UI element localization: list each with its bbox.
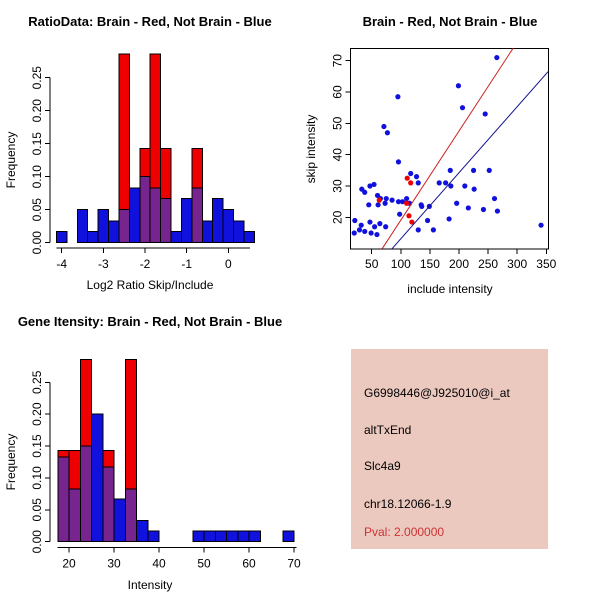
ratio-histogram-panel [0, 0, 300, 300]
hist-bar-overlap [125, 489, 136, 542]
scatter-point-blue [389, 198, 394, 203]
gene-info-box [351, 349, 548, 549]
y-tick-label: 0.25 [30, 66, 44, 90]
scatter-point-blue [437, 180, 442, 185]
hist-bar-blue [98, 210, 108, 243]
hist-bar-overlap [69, 489, 80, 542]
scatter-point-blue [472, 187, 477, 192]
scatter-point-blue [352, 230, 357, 235]
scatter-ylabel: skip intensity [304, 114, 318, 184]
hist-bar-blue [213, 198, 223, 242]
gene-hist-xlabel: Intensity [127, 578, 173, 592]
y-tick-label: 0.05 [30, 498, 44, 522]
x-tick-label: 50 [197, 556, 211, 571]
scatter-point-blue [419, 204, 424, 209]
y-tick-label: 40 [330, 148, 345, 162]
hist-bar-overlap [80, 446, 91, 542]
y-tick-label: 0.15 [30, 132, 44, 156]
scatter-point-blue [374, 232, 379, 237]
scatter-point-blue [454, 201, 459, 206]
scatter-point-blue [382, 201, 387, 206]
scatter-point-blue [362, 229, 367, 234]
hist-bar-blue [193, 531, 204, 542]
x-tick-label: 0 [225, 257, 232, 271]
x-tick-label: 250 [478, 257, 499, 271]
scatter-point-red [408, 180, 413, 185]
hist-bar-overlap [58, 457, 69, 542]
hist-bar-blue [204, 531, 215, 542]
hist-bar-blue [171, 231, 181, 242]
ratio-hist-xlabel: Log2 Ratio Skip/Include [86, 278, 214, 292]
y-tick-label: 30 [330, 179, 345, 193]
scatter-point-blue [460, 105, 465, 110]
scatter-point-blue [377, 221, 382, 226]
hist-bar-blue [148, 531, 159, 542]
scatter-point-blue [431, 227, 436, 232]
x-tick-label: -1 [181, 257, 193, 271]
hist-bar-overlap [119, 210, 129, 243]
x-tick-label: 40 [152, 556, 166, 571]
fit-line-not-brain-fit [392, 72, 548, 249]
y-tick-label: 0.00 [30, 231, 44, 255]
hist-bar-blue [283, 531, 294, 542]
scatter-point-blue [362, 190, 367, 195]
location-text: chr18.12066-1.9 [364, 497, 452, 511]
pval-text: Pval: 2.000000 [364, 525, 445, 539]
y-tick-label: 0.00 [30, 530, 44, 554]
hist-bar-blue [114, 499, 125, 542]
y-tick-label: 0.20 [30, 99, 44, 123]
hist-bar-blue [56, 231, 66, 242]
scatter-point-blue [357, 227, 362, 232]
scatter-point-blue [495, 208, 500, 213]
ratio-hist-title: RatioData: Brain - Red, Not Brain - Blue [28, 14, 272, 29]
x-tick-label: 200 [448, 257, 470, 271]
ratio-hist-plot-area [30, 54, 254, 271]
gene-intensity-histogram-panel [0, 300, 300, 600]
hist-bar-overlap [192, 188, 202, 243]
hist-bar-blue [129, 188, 139, 243]
scatter-point-blue [395, 94, 400, 99]
scatter-point-blue [397, 212, 402, 217]
scatter-point-blue [447, 216, 452, 221]
gene-hist-ylabel: Frequency [4, 433, 18, 491]
scatter-point-blue [481, 207, 486, 212]
gene-hist-plot-area [30, 359, 301, 570]
gene-name-text: Slc4a9 [364, 459, 401, 473]
hist-bar-blue [234, 221, 244, 243]
scatter-point-blue [448, 168, 453, 173]
x-tick-label: 350 [536, 257, 557, 271]
x-tick-label: 300 [507, 257, 528, 271]
hist-bar-blue [244, 231, 254, 242]
y-tick-label: 70 [330, 54, 345, 68]
hist-bar-blue [215, 531, 226, 542]
y-tick-label: 0.05 [30, 198, 44, 222]
scatter-point-blue [462, 183, 467, 188]
scatter-point-blue [416, 180, 421, 185]
hist-bar-blue [202, 221, 212, 243]
ratio-hist-ylabel: Frequency [4, 131, 18, 189]
y-tick-label: 0.10 [30, 165, 44, 189]
scatter-point-blue [425, 218, 430, 223]
y-tick-label: 0.20 [30, 402, 44, 426]
hist-bar-blue [249, 531, 260, 542]
scatter-point-blue [456, 83, 461, 88]
x-tick-label: 30 [107, 556, 121, 571]
hist-bar-blue [181, 198, 191, 242]
intensity-scatter-panel [300, 0, 600, 300]
x-tick-label: -3 [98, 257, 109, 271]
event-type-text: altTxEnd [364, 423, 412, 437]
scatter-point-blue [483, 111, 488, 116]
scatter-point-blue [372, 224, 377, 229]
hist-bar-overlap [161, 198, 171, 242]
scatter-point-blue [416, 227, 421, 232]
scatter-point-blue [376, 202, 381, 207]
scatter-point-blue [404, 196, 409, 201]
scatter-point-red [406, 213, 411, 218]
x-tick-label: 50 [365, 257, 379, 271]
scatter-point-blue [494, 55, 499, 60]
scatter-point-blue [443, 180, 448, 185]
gene-info-panel [300, 300, 600, 600]
probe-id-text: G6998446@J925010@i_at [364, 386, 510, 400]
y-tick-label: 60 [330, 85, 345, 99]
scatter-point-blue [384, 196, 389, 201]
scatter-point-blue [367, 183, 372, 188]
hist-bar-blue [92, 414, 103, 542]
y-tick-label: 0.15 [30, 434, 44, 458]
hist-bar-blue [137, 521, 148, 542]
x-tick-label: -4 [56, 257, 68, 271]
scatter-xlabel: include intensity [407, 282, 493, 296]
x-tick-label: 70 [287, 556, 301, 571]
scatter-point-red [405, 176, 410, 181]
hist-bar-overlap [140, 177, 150, 243]
hist-bar-blue [223, 210, 233, 243]
scatter-plot-area [331, 48, 557, 271]
scatter-point-blue [383, 224, 388, 229]
hist-bar-blue [227, 531, 238, 542]
scatter-point-blue [385, 130, 390, 135]
scatter-point-blue [471, 168, 476, 173]
x-tick-label: 100 [390, 257, 411, 271]
scatter-point-red [404, 201, 409, 206]
scatter-point-blue [359, 223, 364, 228]
x-tick-label: 150 [419, 257, 440, 271]
scatter-point-blue [369, 230, 374, 235]
scatter-point-blue [466, 205, 471, 210]
scatter-point-blue [366, 202, 371, 207]
gene-hist-title: Gene Itensity: Brain - Red, Not Brain - Blue [17, 314, 283, 329]
hist-bar-blue [88, 231, 98, 242]
x-tick-label: 20 [62, 556, 76, 571]
hist-bar-blue [77, 210, 87, 243]
x-tick-label: 60 [242, 556, 256, 571]
scatter-point-blue [408, 171, 413, 176]
hist-bar-blue [238, 531, 249, 542]
scatter-title: Brain - Red, Not Brain - Blue [362, 14, 538, 29]
scatter-point-blue [367, 219, 372, 224]
hist-bar-overlap [150, 188, 160, 243]
y-tick-label: 0.25 [30, 370, 44, 394]
y-tick-label: 20 [330, 210, 345, 225]
y-tick-label: 50 [330, 116, 345, 131]
y-tick-label: 0.10 [30, 466, 44, 490]
x-tick-label: -2 [139, 257, 151, 271]
hist-bar-overlap [103, 467, 114, 542]
scatter-point-blue [381, 124, 386, 129]
scatter-point-blue [396, 159, 401, 164]
hist-bar-blue [109, 221, 119, 243]
scatter-point-red [377, 198, 382, 203]
scatter-point-blue [538, 223, 543, 228]
scatter-point-blue [352, 218, 357, 223]
scatter-point-blue [414, 174, 419, 179]
scatter-point-blue [487, 168, 492, 173]
scatter-point-blue [492, 196, 497, 201]
